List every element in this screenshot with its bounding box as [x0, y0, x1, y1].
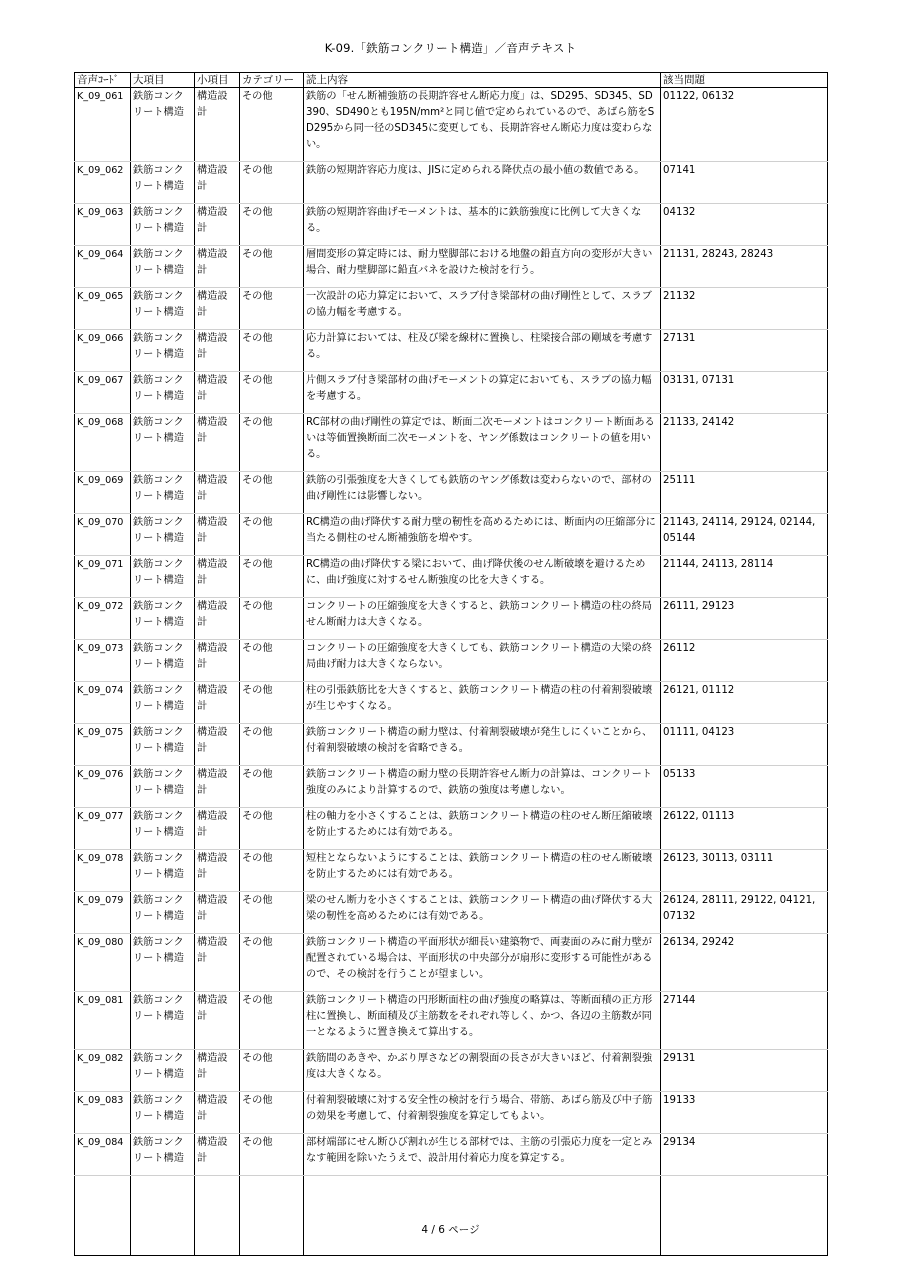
cell-category: その他 — [240, 850, 304, 892]
table-row — [75, 892, 828, 934]
cell-minor-item: 構造設計 — [195, 598, 240, 640]
cell-related-questions: 05133 — [661, 766, 828, 808]
cell-category: その他 — [240, 204, 304, 246]
cell-minor-item: 構造設計 — [195, 414, 240, 472]
cell-audio-code: K_09_076 — [75, 766, 131, 808]
cell-reading-content: RC構造の曲げ降伏する梁において、曲げ降伏後のせん断破壊を避けるために、曲げ強度に対するせん断強度の比を大きくする。 — [304, 556, 661, 598]
cell-reading-content: 鉄筋の短期許容曲げモーメントは、基本的に鉄筋強度に比例して大きくなる。 — [304, 204, 661, 246]
cell-major-item: 鉄筋コンクリート構造 — [131, 598, 195, 640]
table-row — [75, 246, 828, 288]
cell-related-questions: 26134, 29242 — [661, 934, 828, 992]
table-row — [75, 162, 828, 204]
cell-related-questions: 01111, 04123 — [661, 724, 828, 766]
cell-minor-item: 構造設計 — [195, 640, 240, 682]
document-title: K-09.「鉄筋コンクリート構造」／音声テキスト — [324, 41, 577, 55]
cell-minor-item: 構造設計 — [195, 556, 240, 598]
cell-major-item: 鉄筋コンクリート構造 — [131, 1050, 195, 1092]
page-footer: 4 / 6 ページ — [421, 1224, 480, 1236]
cell-related-questions: 26121, 01112 — [661, 682, 828, 724]
cell-audio-code: K_09_083 — [75, 1092, 131, 1134]
cell-audio-code: K_09_077 — [75, 808, 131, 850]
table-row — [75, 598, 828, 640]
header-minor-item: 小項目 — [195, 73, 240, 88]
cell-audio-code: K_09_079 — [75, 892, 131, 934]
cell-minor-item: 構造設計 — [195, 766, 240, 808]
cell-major-item: 鉄筋コンクリート構造 — [131, 682, 195, 724]
cell-minor-item: 構造設計 — [195, 372, 240, 414]
cell-related-questions: 03131, 07131 — [661, 372, 828, 414]
cell-audio-code: K_09_069 — [75, 472, 131, 514]
cell-major-item: 鉄筋コンクリート構造 — [131, 934, 195, 992]
cell-minor-item: 構造設計 — [195, 1134, 240, 1176]
table-empty-row — [75, 1176, 828, 1256]
cell-reading-content: コンクリートの圧縮強度を大きくすると、鉄筋コンクリート構造の柱の終局せん断耐力は大きくなる。 — [304, 598, 661, 640]
table-row — [75, 472, 828, 514]
cell-reading-content: 柱の軸力を小さくすることは、鉄筋コンクリート構造の柱のせん断圧縮破壊を防止するためには有効である。 — [304, 808, 661, 850]
cell-audio-code: K_09_064 — [75, 246, 131, 288]
cell-audio-code: K_09_084 — [75, 1134, 131, 1176]
cell-major-item: 鉄筋コンクリート構造 — [131, 162, 195, 204]
cell-related-questions: 27144 — [661, 992, 828, 1050]
table-row — [75, 88, 828, 162]
cell-major-item: 鉄筋コンクリート構造 — [131, 472, 195, 514]
header-major-item: 大項目 — [131, 73, 195, 88]
cell-major-item: 鉄筋コンクリート構造 — [131, 514, 195, 556]
cell-reading-content: 鉄筋の短期許容応力度は、JISに定められる降伏点の最小値の数値である。 — [304, 162, 661, 204]
cell-audio-code: K_09_075 — [75, 724, 131, 766]
cell-major-item: 鉄筋コンクリート構造 — [131, 288, 195, 330]
table-row — [75, 372, 828, 414]
cell-related-questions: 29131 — [661, 1050, 828, 1092]
table-row — [75, 850, 828, 892]
cell-related-questions: 19133 — [661, 1092, 828, 1134]
cell-audio-code: K_09_073 — [75, 640, 131, 682]
cell-major-item: 鉄筋コンクリート構造 — [131, 808, 195, 850]
cell-category: その他 — [240, 556, 304, 598]
cell-major-item: 鉄筋コンクリート構造 — [131, 246, 195, 288]
cell-major-item: 鉄筋コンクリート構造 — [131, 204, 195, 246]
cell-related-questions: 26111, 29123 — [661, 598, 828, 640]
cell-reading-content: 付着割裂破壊に対する安全性の検討を行う場合、帯筋、あばら筋及び中子筋の効果を考慮して、付着割裂強度を算定してもよい。 — [304, 1092, 661, 1134]
cell-category: その他 — [240, 1092, 304, 1134]
cell-minor-item: 構造設計 — [195, 850, 240, 892]
cell-reading-content: 鉄筋コンクリート構造の耐力壁の長期許容せん断力の計算は、コンクリート強度のみにより計算するので、鉄筋の強度は考慮しない。 — [304, 766, 661, 808]
cell-reading-content: 柱の引張鉄筋比を大きくすると、鉄筋コンクリート構造の柱の付着割裂破壊が生じやすくなる。 — [304, 682, 661, 724]
cell-major-item: 鉄筋コンクリート構造 — [131, 992, 195, 1050]
table-row — [75, 556, 828, 598]
cell-minor-item: 構造設計 — [195, 808, 240, 850]
empty-cell — [75, 1176, 131, 1256]
header-related-questions: 該当問題 — [661, 73, 828, 88]
cell-reading-content: 一次設計の応力算定において、スラブ付き梁部材の曲げ剛性として、スラブの協力幅を考慮する。 — [304, 288, 661, 330]
table-row — [75, 682, 828, 724]
cell-reading-content: RC構造の曲げ降伏する耐力壁の靭性を高めるためには、断面内の圧縮部分に当たる側柱のせん断補強筋を増やす。 — [304, 514, 661, 556]
table-row — [75, 1134, 828, 1176]
cell-category: その他 — [240, 598, 304, 640]
cell-major-item: 鉄筋コンクリート構造 — [131, 640, 195, 682]
cell-minor-item: 構造設計 — [195, 162, 240, 204]
cell-related-questions: 07141 — [661, 162, 828, 204]
cell-reading-content: 鉄筋コンクリート構造の円形断面柱の曲げ強度の略算は、等断面積の正方形柱に置換し、断面積及び主筋数をそれぞれ等しく、かつ、各辺の主筋数が同一となるように置き換えて算出する。 — [304, 992, 661, 1050]
cell-minor-item: 構造設計 — [195, 288, 240, 330]
table-row — [75, 204, 828, 246]
cell-related-questions: 25111 — [661, 472, 828, 514]
cell-related-questions: 29134 — [661, 1134, 828, 1176]
empty-cell — [131, 1176, 195, 1256]
cell-category: その他 — [240, 640, 304, 682]
cell-reading-content: RC部材の曲げ剛性の算定では、断面二次モーメントはコンクリート断面あるいは等価置換断面二次モーメントを、ヤング係数はコンクリートの値を用いる。 — [304, 414, 661, 472]
cell-major-item: 鉄筋コンクリート構造 — [131, 556, 195, 598]
cell-reading-content: 鉄筋コンクリート構造の耐力壁は、付着割裂破壊が発生しにくいことから、付着割裂破壊の検討を省略できる。 — [304, 724, 661, 766]
cell-category: その他 — [240, 514, 304, 556]
header-audio-code: 音声ｺｰﾄﾞ — [75, 73, 131, 88]
cell-related-questions: 26123, 30113, 03111 — [661, 850, 828, 892]
cell-minor-item: 構造設計 — [195, 1050, 240, 1092]
cell-audio-code: K_09_074 — [75, 682, 131, 724]
cell-reading-content: 応力計算においては、柱及び梁を線材に置換し、柱梁接合部の剛域を考慮する。 — [304, 330, 661, 372]
cell-reading-content: 鉄筋間のあきや、かぶり厚さなどの割裂面の長さが大きいほど、付着割裂強度は大きくなる。 — [304, 1050, 661, 1092]
cell-major-item: 鉄筋コンクリート構造 — [131, 724, 195, 766]
table-row — [75, 514, 828, 556]
cell-category: その他 — [240, 808, 304, 850]
cell-major-item: 鉄筋コンクリート構造 — [131, 88, 195, 162]
cell-audio-code: K_09_066 — [75, 330, 131, 372]
cell-minor-item: 構造設計 — [195, 330, 240, 372]
cell-category: その他 — [240, 288, 304, 330]
cell-minor-item: 構造設計 — [195, 204, 240, 246]
cell-related-questions: 01122, 06132 — [661, 88, 828, 162]
cell-minor-item: 構造設計 — [195, 88, 240, 162]
empty-cell — [661, 1176, 828, 1256]
cell-category: その他 — [240, 88, 304, 162]
table-row — [75, 1092, 828, 1134]
cell-major-item: 鉄筋コンクリート構造 — [131, 414, 195, 472]
cell-category: その他 — [240, 1050, 304, 1092]
cell-audio-code: K_09_062 — [75, 162, 131, 204]
cell-audio-code: K_09_067 — [75, 372, 131, 414]
cell-minor-item: 構造設計 — [195, 682, 240, 724]
cell-audio-code: K_09_061 — [75, 88, 131, 162]
cell-related-questions: 21133, 24142 — [661, 414, 828, 472]
table-row — [75, 640, 828, 682]
audio-text-table — [74, 72, 828, 1256]
cell-reading-content: 鉄筋の「せん断補強筋の長期許容せん断応力度」は、SD295、SD345、SD390、SD490とも195N/mm²と同じ値で定められているので、あばら筋をSD295から同一径のSD345に変更しても、長期許容せん断応力度は変わらない。 — [304, 88, 661, 162]
cell-category: その他 — [240, 934, 304, 992]
cell-minor-item: 構造設計 — [195, 724, 240, 766]
cell-audio-code: K_09_078 — [75, 850, 131, 892]
header-reading-content: 読上内容 — [304, 73, 661, 88]
empty-cell — [195, 1176, 240, 1256]
cell-major-item: 鉄筋コンクリート構造 — [131, 372, 195, 414]
cell-related-questions: 21143, 24114, 29124, 02144, 05144 — [661, 514, 828, 556]
cell-reading-content: 鉄筋コンクリート構造の平面形状が細長い建築物で、両妻面のみに耐力壁が配置されている場合は、平面形状の中央部分が扇形に変形する可能性があるので、その検討を行うことが望ましい。 — [304, 934, 661, 992]
cell-related-questions: 21144, 24113, 28114 — [661, 556, 828, 598]
cell-audio-code: K_09_080 — [75, 934, 131, 992]
cell-category: その他 — [240, 992, 304, 1050]
cell-reading-content: 層間変形の算定時には、耐力壁脚部における地盤の鉛直方向の変形が大きい場合、耐力壁脚部に鉛直バネを設けた検討を行う。 — [304, 246, 661, 288]
table-row — [75, 808, 828, 850]
cell-category: その他 — [240, 724, 304, 766]
table-row — [75, 934, 828, 992]
header-category: カテゴリー — [240, 73, 304, 88]
table-row — [75, 1050, 828, 1092]
cell-category: その他 — [240, 246, 304, 288]
cell-category: その他 — [240, 682, 304, 724]
cell-minor-item: 構造設計 — [195, 992, 240, 1050]
cell-minor-item: 構造設計 — [195, 892, 240, 934]
table-row — [75, 288, 828, 330]
cell-minor-item: 構造設計 — [195, 514, 240, 556]
empty-cell — [304, 1176, 661, 1256]
cell-major-item: 鉄筋コンクリート構造 — [131, 1092, 195, 1134]
cell-audio-code: K_09_071 — [75, 556, 131, 598]
table-header-row — [75, 73, 828, 88]
cell-minor-item: 構造設計 — [195, 472, 240, 514]
cell-category: その他 — [240, 414, 304, 472]
cell-category: その他 — [240, 330, 304, 372]
cell-audio-code: K_09_063 — [75, 204, 131, 246]
cell-related-questions: 04132 — [661, 204, 828, 246]
cell-category: その他 — [240, 766, 304, 808]
cell-related-questions: 21131, 28243, 28243 — [661, 246, 828, 288]
cell-audio-code: K_09_065 — [75, 288, 131, 330]
cell-reading-content: 片側スラブ付き梁部材の曲げモーメントの算定においても、スラブの協力幅を考慮する。 — [304, 372, 661, 414]
cell-reading-content: コンクリートの圧縮強度を大きくしても、鉄筋コンクリート構造の大梁の終局曲げ耐力は大きくならない。 — [304, 640, 661, 682]
cell-reading-content: 鉄筋の引張強度を大きくしても鉄筋のヤング係数は変わらないので、部材の曲げ剛性には影響しない。 — [304, 472, 661, 514]
table-row — [75, 414, 828, 472]
table-row — [75, 766, 828, 808]
cell-related-questions: 21132 — [661, 288, 828, 330]
cell-audio-code: K_09_081 — [75, 992, 131, 1050]
cell-reading-content: 梁のせん断力を小さくすることは、鉄筋コンクリート構造の曲げ降伏する大梁の靭性を高めるためには有効である。 — [304, 892, 661, 934]
cell-category: その他 — [240, 472, 304, 514]
cell-category: その他 — [240, 892, 304, 934]
cell-audio-code: K_09_068 — [75, 414, 131, 472]
cell-major-item: 鉄筋コンクリート構造 — [131, 1134, 195, 1176]
cell-reading-content: 部材端部にせん断ひび割れが生じる部材では、主筋の引張応力度を一定とみなす範囲を除いたうえで、設計用付着応力度を算定する。 — [304, 1134, 661, 1176]
cell-major-item: 鉄筋コンクリート構造 — [131, 330, 195, 372]
cell-related-questions: 27131 — [661, 330, 828, 372]
cell-major-item: 鉄筋コンクリート構造 — [131, 892, 195, 934]
empty-cell — [240, 1176, 304, 1256]
cell-related-questions: 26112 — [661, 640, 828, 682]
cell-reading-content: 短柱とならないようにすることは、鉄筋コンクリート構造の柱のせん断破壊を防止するためには有効である。 — [304, 850, 661, 892]
cell-related-questions: 26122, 01113 — [661, 808, 828, 850]
cell-audio-code: K_09_070 — [75, 514, 131, 556]
table-row — [75, 724, 828, 766]
cell-minor-item: 構造設計 — [195, 1092, 240, 1134]
cell-minor-item: 構造設計 — [195, 246, 240, 288]
cell-major-item: 鉄筋コンクリート構造 — [131, 850, 195, 892]
cell-audio-code: K_09_072 — [75, 598, 131, 640]
cell-audio-code: K_09_082 — [75, 1050, 131, 1092]
table-row — [75, 992, 828, 1050]
cell-major-item: 鉄筋コンクリート構造 — [131, 766, 195, 808]
cell-minor-item: 構造設計 — [195, 934, 240, 992]
cell-related-questions: 26124, 28111, 29122, 04121, 07132 — [661, 892, 828, 934]
cell-category: その他 — [240, 372, 304, 414]
cell-category: その他 — [240, 162, 304, 204]
cell-category: その他 — [240, 1134, 304, 1176]
table-row — [75, 330, 828, 372]
